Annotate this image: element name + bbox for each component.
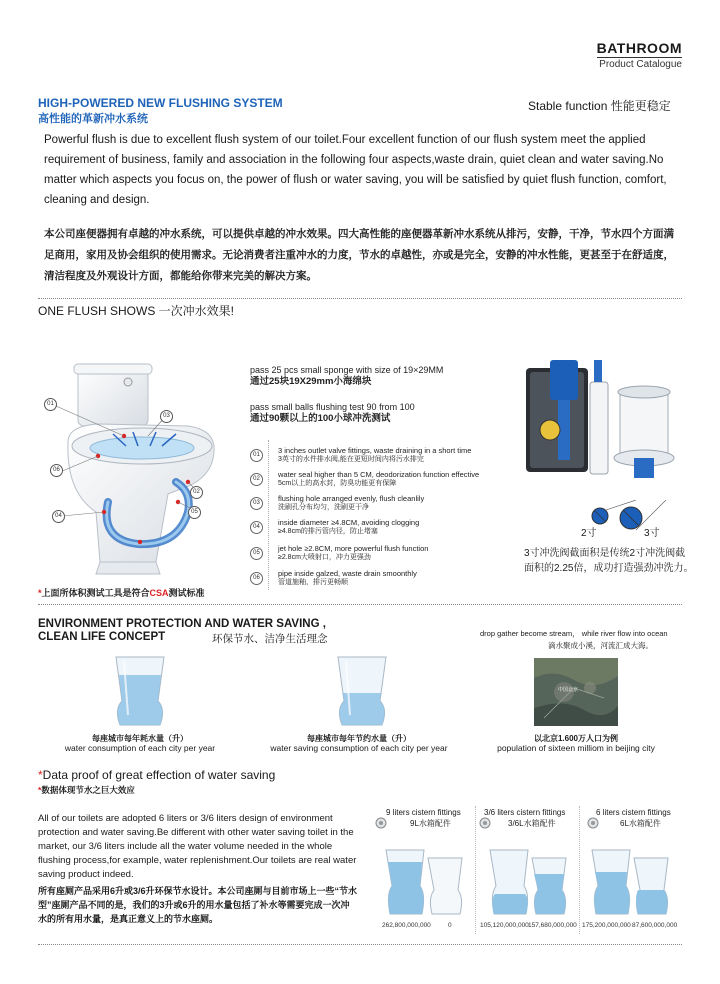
feature-list-divider <box>268 440 269 590</box>
feature-en: 3 inches outlet valve fittings, waste draining in a short time <box>278 446 472 455</box>
fitting-part-icon <box>586 816 600 830</box>
feature-cn: 5cm以上的高水封，防臭功能更有保障 <box>278 480 397 487</box>
fitting-value: 157,680,000,000 <box>528 922 577 929</box>
bullet-star-icon: * <box>38 785 42 795</box>
fitting-value: 87,600,000,000 <box>632 922 678 929</box>
fitting-value: 105,120,000,000 <box>480 922 529 929</box>
fitting-label-en: 3/6 liters cistern fittings <box>484 808 566 817</box>
feature-num: 01 <box>250 449 263 462</box>
bullet-star-icon: * <box>38 768 43 782</box>
feature-num: 03 <box>250 497 263 510</box>
drop-gather-cn: 滴水聚成小溪，河流汇成大海。 <box>548 641 653 650</box>
callout-06: 06 <box>50 464 63 477</box>
feature-en: inside diameter ≥4.8CM, avoiding clogging <box>278 518 420 527</box>
feature-en: pipe inside galzed, waste drain smoonthly <box>278 569 417 578</box>
saving-caption-cn: 每座城市每年节约水量（升） <box>307 734 411 743</box>
section-title-cn: 高性能的革新冲水系统 <box>38 113 148 125</box>
data-proof-title: *Data proof of great effection of water saving <box>38 768 276 782</box>
fitting-label-en: 6 liters cistern fittings <box>596 808 671 817</box>
environment-title-cn: 环保节水、洁净生活理念 <box>212 633 328 645</box>
data-proof-paragraph-cn: 所有座厕产品采用6升或3/6升环保节水设计。本公司座厕与目前市场上一些“节水型”座厕产品不同的是，我们的3升或6升的用水量包括了补水等需要完成一次冲水的所有用水量，是真正意义上的节水座厕。 <box>38 886 358 924</box>
pass-balls-cn: 通过90颗以上的100小球冲洗测试 <box>250 413 391 424</box>
pass-sponge-en: pass 25 pcs small sponge with size of 19×29MM <box>250 365 444 375</box>
intro-paragraph-cn: 本公司座便器拥有卓越的冲水系统，可以提供卓越的冲水效果。四大高性能的座便器革新冲水系统从排污，安静，干净，节水四个方面满足商用，家用及协会组织的使用需求。无论消费者注重冲水的力度，节水的卓越性，亦或是完全，安静的冲水性能，更甚至于在舒适度，清洁程度及外观设计方面，都能给你带来完美的解决方案。 <box>44 228 674 282</box>
beijing-satellite-map <box>534 658 618 726</box>
fitting-label-cn: 6L水箱配件 <box>620 819 661 828</box>
fitting-glasses-36l <box>484 842 574 918</box>
one-flush-title: ONE FLUSH SHOWS 一次冲水效果! <box>38 304 235 318</box>
valve-2inch-label: 2寸 <box>581 528 597 539</box>
toilet-cutaway-drawing <box>38 362 248 582</box>
fitting-value: 0 <box>448 922 452 929</box>
valve-3inch-label: 3寸 <box>644 528 660 539</box>
divider <box>38 604 682 605</box>
feature-item <box>278 494 424 512</box>
environment-title: ENVIRONMENT PROTECTION AND WATER SAVING , CLEAN LIFE CONCEPT <box>38 618 326 643</box>
drop-gather-en: drop gather become stream， while river flow into ocean <box>480 629 668 638</box>
saving-caption-en: water saving consumption of each city per year <box>270 743 448 753</box>
fittings-comparison <box>374 806 680 934</box>
pass-sponge-cn: 通过25块19X29mm小海绵块 <box>250 376 372 387</box>
csa-note: *上面所体积测试工具是符合CSA测试标准 <box>38 588 205 598</box>
flush-valve-photo <box>520 360 680 495</box>
fitting-label-cn: 9L水箱配件 <box>410 819 451 828</box>
map-label: 中国北京 <box>558 687 579 693</box>
feature-cn: ≥2.8cm大喷射口，冲力更强劲 <box>278 554 371 561</box>
consumption-caption-cn: 每座城市每年耗水量（升） <box>92 734 188 743</box>
brand-subtitle: Product Catalogue <box>599 59 682 70</box>
valve-caption: 3寸冲洗阀截面积是传统2寸冲洗阀截面积的2.25倍，成功打造强劲冲洗力。 <box>524 548 694 574</box>
fitting-value: 262,800,000,000 <box>382 922 431 929</box>
brand-block <box>597 40 682 70</box>
fitting-value: 175,200,000,000 <box>582 922 631 929</box>
callout-05: 05 <box>188 506 201 519</box>
fitting-label-en: 9 liters cistern fittings <box>386 808 461 817</box>
section-title: HIGH-POWERED NEW FLUSHING SYSTEM <box>38 96 283 110</box>
feature-item <box>278 544 428 562</box>
water-glass-consumption <box>112 655 168 727</box>
feature-en: jet hole ≥2.8CM, more powerful flush function <box>278 544 429 553</box>
data-proof-paragraph-en: All of our toilets are adopted 6 liters or 3/6 liters design of environment protection and water saving.Be different with other water saving toilet in the market, our 3/6 liters include all the water volume needed in the whole flushing process,for example, water replenishment.Our toilets are real water saving product indeed. <box>38 813 357 880</box>
stable-function-label: Stable function 性能更稳定 <box>528 99 671 113</box>
pass-balls-block <box>250 401 415 425</box>
fitting-column-6l <box>582 806 680 934</box>
feature-en: flushing hole arranged evenly, flush cleanlily <box>278 494 425 503</box>
divider <box>38 298 682 299</box>
feature-num: 05 <box>250 547 263 560</box>
feature-cn: ≥4.8cm的排污管内径，防止堵塞 <box>278 528 378 535</box>
toilet-illustration <box>38 362 248 582</box>
divider <box>38 944 682 945</box>
brand-name: BATHROOM <box>596 40 682 56</box>
feature-num: 02 <box>250 473 263 486</box>
fitting-label-cn: 3/6L水箱配件 <box>508 819 556 828</box>
valve-cross-sections <box>586 500 676 540</box>
data-proof-title-cn: *数据体现节水之巨大效应 <box>38 785 135 795</box>
feature-cn: 3英寸的水件排水阀,能在更短时间内将污水排完 <box>278 456 424 463</box>
fitting-column-9l <box>374 806 476 934</box>
fitting-glasses-9l <box>380 842 470 918</box>
water-glass-saving <box>334 655 390 727</box>
fitting-glasses-6l <box>586 842 676 918</box>
feature-en: water seal higher than 5 CM, deodorization function effective <box>278 470 480 479</box>
feature-num: 06 <box>250 572 263 585</box>
feature-item <box>278 446 471 464</box>
valve-drawing <box>520 360 680 495</box>
beijing-caption-en: population of sixteen milliom in beijing city <box>497 743 655 753</box>
bullet-star-icon: * <box>38 588 42 598</box>
pass-balls-en: pass small balls flushing test 90 from 100 <box>250 402 415 412</box>
feature-item <box>278 518 419 536</box>
beijing-caption-cn: 以北京1.600万人口为例 <box>533 734 619 743</box>
callout-02: 02 <box>190 486 203 499</box>
feature-item <box>278 470 479 488</box>
pass-sponge-block <box>250 364 443 388</box>
intro-paragraph-en: Powerful flush is due to excellent flush system of our toilet.Four excellent function of our flush system meet the applied requirement of business, family and association in the following four aspects,waste drain, quiet clean and water saving.No matter which aspects you focus on, the power of flush or water saving, you will be satisfied by quiet flush function, comfort, cleaning and design. <box>44 134 667 206</box>
fitting-column-36l <box>478 806 580 934</box>
fitting-part-icon <box>478 816 492 830</box>
callout-01: 01 <box>44 398 57 411</box>
feature-cn: 洗刷孔分布均匀，洗刷更干净 <box>278 504 369 511</box>
fitting-part-icon <box>374 816 388 830</box>
callout-03: 03 <box>160 410 173 423</box>
feature-cn: 管道施釉，排污更畅顺 <box>278 579 348 586</box>
consumption-caption-en: water consumption of each city per year <box>64 743 216 753</box>
csa-mark: CSA <box>149 588 169 598</box>
feature-item <box>278 569 417 587</box>
feature-num: 04 <box>250 521 263 534</box>
callout-04: 04 <box>52 510 65 523</box>
